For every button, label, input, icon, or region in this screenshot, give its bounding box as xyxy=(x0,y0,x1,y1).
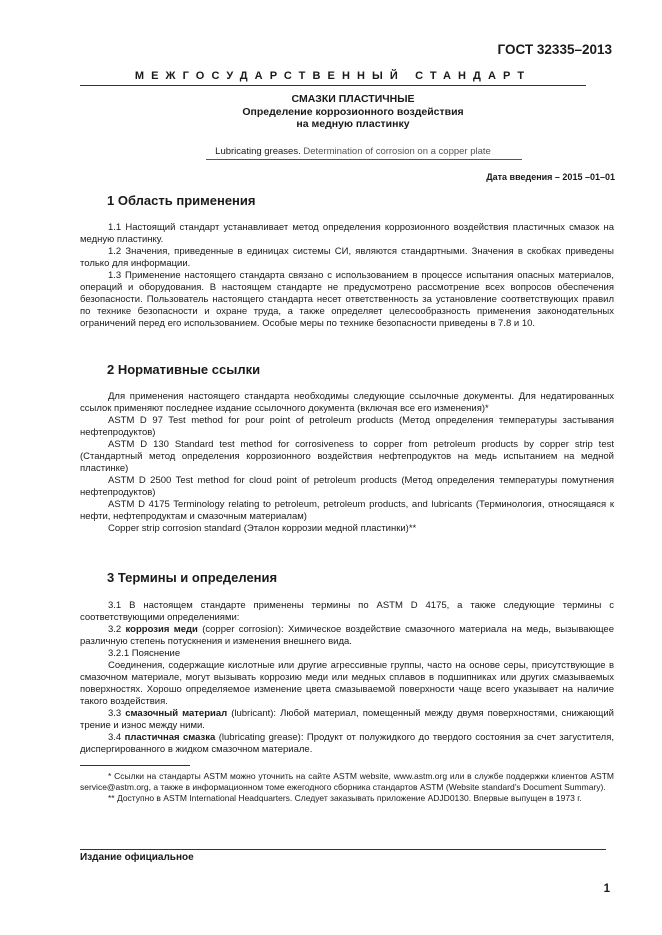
section-3-body xyxy=(80,600,614,756)
footnote-1: * Ссылки на стандарты ASTM можно уточнить на сайте ASTM website, www.astm.org или в службе поддержки клиентов ASTM service@astm.org, а также в информационном томе ежегодного сборника стандартов ASTM (Website standard’s Document Summary). xyxy=(80,771,614,792)
section-2-title: 2 Нормативные ссылки xyxy=(107,362,261,377)
term-3-2 xyxy=(80,624,614,648)
para-3-2-1-text: Соединения, содержащие кислотные или другие агрессивные группы, часто на основе серы, присутствующие в смазочном материале, могут вызывать коррозию меди или медных сплавов в подшипниках или других смазываемых поверхностях. Хорошо определяемое изменение цвета смазываемой поверхности чаще всего указывает на наличие такого воздействия. xyxy=(80,660,614,707)
term-3-2-definition: (copper corrosion): Химическое воздействие смазочного материала на медь, вызывающее различную степень потускнения и изменения внешнего вида. xyxy=(80,624,614,647)
russian-title xyxy=(80,93,626,131)
footnotes xyxy=(80,771,614,804)
reference-copper-strip: Copper strip corrosion standard (Эталон коррозии медной пластинки)** xyxy=(108,523,417,534)
reference-astm-d4175: ASTM D 4175 Terminology relating to petroleum, petroleum products, and lubricants (Терминология, относящаяся к нефти, нефтепродуктам и смазочным материалам) xyxy=(80,499,614,522)
term-3-2-number: 3.2 xyxy=(108,624,126,635)
official-edition-label: Издание официальное xyxy=(80,852,194,863)
title-line-3: на медную пластинку xyxy=(296,118,410,130)
para-1-1: 1.1 Настоящий стандарт устанавливает метод определения коррозионного воздействия пластичных смазок на медную пластинку. xyxy=(80,222,614,245)
para-3-2-1-heading: 3.2.1 Пояснение xyxy=(108,648,181,659)
para-1-2: 1.2 Значения, приведенные в единицах системы СИ, являются стандартными. Значения в скобках приведены только для информации. xyxy=(80,246,614,269)
term-3-4-definition: (lubricating grease): Продукт от полужидкого до твердого состояния за счет загустителя, диспергированного в жидком смазочном материале. xyxy=(80,732,614,755)
document-number: ГОСТ 32335–2013 xyxy=(497,42,612,57)
section-1-title: 1 Область применения xyxy=(107,193,256,208)
term-3-4-name: пластичная смазка xyxy=(124,732,216,743)
reference-astm-d130: ASTM D 130 Standard test method for corrosiveness to copper from petroleum products by copper strip test (Стандартный метод определения коррозионного воздействия нефтепродуктов на медь испытанием на медной пластинке) xyxy=(80,439,614,474)
english-title-part1: Lubricating greases. xyxy=(215,146,301,157)
term-3-3-definition: (lubricant): Любой материал, помещенный между двумя поверхностями, снижающий трение и износ между ними. xyxy=(80,708,614,731)
para-2-intro: Для применения настоящего стандарта необходимы следующие ссылочные документы. Для недатированных ссылок применяют последнее издание ссылочного документа (включая все его изменения)* xyxy=(80,391,614,414)
standard-type-heading: МЕЖГОСУДАРСТВЕННЫЙ СТАНДАРТ xyxy=(134,70,532,82)
term-3-3-number: 3.3 xyxy=(108,708,126,719)
reference-astm-d2500: ASTM D 2500 Test method for cloud point of petroleum products (Метод определения температуры помутнения нефтепродуктов) xyxy=(80,475,614,498)
term-3-2-name: коррозия меди xyxy=(125,624,198,635)
title-line-2: Определение коррозионного воздействия xyxy=(242,105,464,118)
introduction-date: Дата введения – 2015 –01–01 xyxy=(486,172,615,182)
footer-divider xyxy=(80,849,606,850)
term-3-3 xyxy=(80,708,614,732)
reference-astm-d97: ASTM D 97 Test method for pour point of petroleum products (Метод определения температуры застывания нефтепродуктов) xyxy=(80,415,614,438)
header-divider xyxy=(80,85,586,86)
term-3-4-number: 3.4 xyxy=(108,732,125,743)
page-number: 1 xyxy=(603,883,610,895)
term-3-3-name: смазочный материал xyxy=(125,708,228,719)
para-1-3: 1.3 Применение настоящего стандарта связано с использованием в процессе испытания опасных материалов, операций и оборудования. В настоящем стандарте не предусмотрено рассмотрение всех вопросов обеспечения безопасности. Пользователь настоящего стандарта несет ответственность за установление соответствующих правил по технике безопасности и охране труда, а также определяет целесообразность применения законодательных ограничений перед его использованием. Особые меры по технике безопасности приведены в 7.8 и 10. xyxy=(80,270,614,329)
footnote-divider xyxy=(80,765,190,766)
title-line-1: СМАЗКИ ПЛАСТИЧНЫЕ xyxy=(291,93,415,105)
section-1-body xyxy=(80,222,614,330)
english-title xyxy=(80,146,626,157)
footnote-2: ** Доступно в ASTM International Headquarters. Следует заказывать приложение ADJD0130. Впервые выпущен в 1973 г. xyxy=(108,793,582,803)
section-2-body xyxy=(80,391,614,535)
para-3-1: 3.1 В настоящем стандарте применены термины по ASTM D 4175, а также следующие термины с соответствующими определениями: xyxy=(80,600,614,623)
english-title-part2: Determination of corrosion on a copper plate xyxy=(300,146,491,157)
english-title-underline xyxy=(206,159,522,160)
section-3-title: 3 Термины и определения xyxy=(107,570,278,585)
term-3-4 xyxy=(80,732,614,756)
